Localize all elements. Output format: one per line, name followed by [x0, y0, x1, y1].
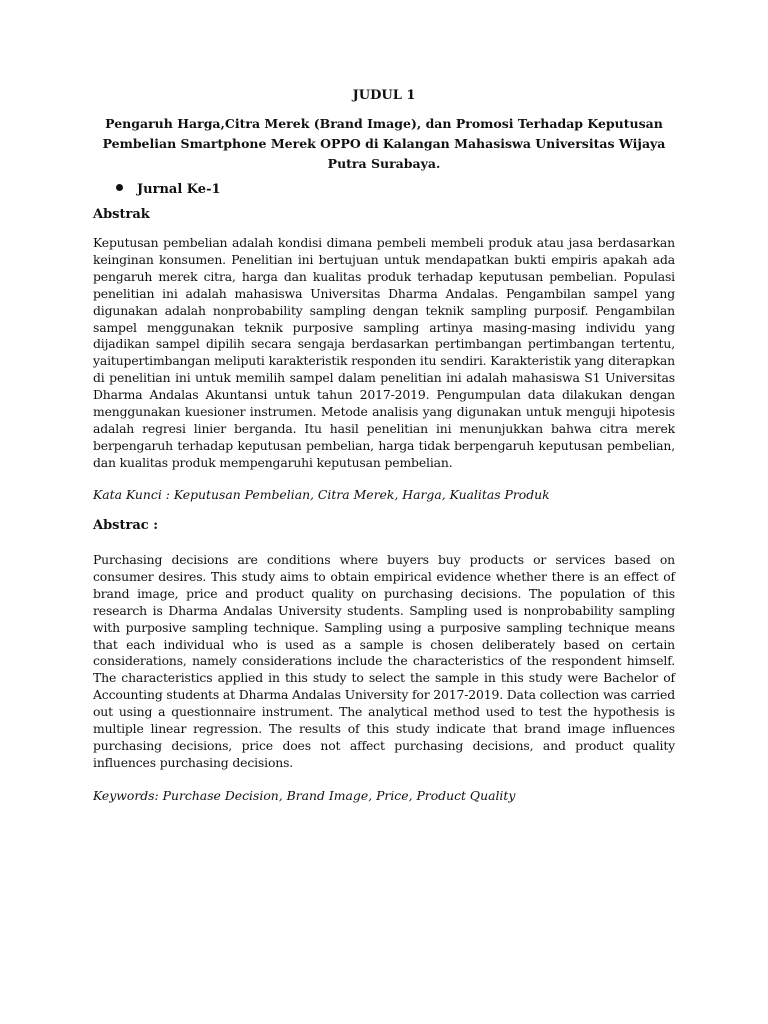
kata-kunci: Kata Kunci : Keputusan Pembelian, Citra Merek, Harga, Kualitas Produk — [93, 487, 550, 502]
bullet-dot-icon — [116, 184, 123, 191]
abstrak-paragraph: Keputusan pembelian adalah kondisi dimana pembeli membeli produk atau jasa berdasarkan keinginan konsumen. Penelitian ini bertujuan untuk mendapatkan bukti empiris apakah ada pengaruh merek citra, harga dan kualitas produk terhadap keputusan pembelian. Populasi penelitian ini adalah mahasiswa Universitas Dharma Andalas. Pengambilan sampel yang digunakan adalah nonprobability sampling dengan teknik sampling purposif. Pengambilan sampel menggunakan teknik purposive sampling artinya masing-masing individu yang dijadikan sampel dipilih secara sengaja berdasarkan pertimbangan pertimbangan tertentu, yaitupertimbangan meliputi karakteristik responden itu sendiri. Karakteristik yang diterapkan di penelitian ini untuk memilih sampel dalam penelitian ini adalah mahasiswa S1 Universitas Dharma Andalas Akuntansi untuk tahun 2017-2019. Pengumpulan data dilakukan dengan menggunakan kuesioner instrumen. Metode analisis yang digunakan untuk menguji hipotesis adalah regresi linier berganda. Itu hasil penelitian ini menunjukkan bahwa citra merek berpengaruh terhadap keputusan pembelian, harga tidak berpengaruh keputusan pembelian, dan kualitas produk mempengaruhi keputusan pembelian. — [93, 235, 675, 470]
keywords: Keywords: Purchase Decision, Brand Image, Price, Product Quality — [93, 788, 516, 803]
abstrak-heading: Abstrak — [93, 207, 150, 222]
document-title: Pengaruh Harga,Citra Merek (Brand Image), dan Promosi Terhadap Keputusan Pembelian Smartphone Merek OPPO di Kalangan Mahasiswa Universitas Wijaya Putra Surabaya. — [102, 116, 666, 171]
abstract-paragraph: Purchasing decisions are conditions where buyers buy products or services based on consumer desires. This study aims to obtain empirical evidence whether there is an effect of brand image, price and product quality on purchasing decisions. The population of this research is Dharma Andalas University students. Sampling used is nonprobability sampling with purposive sampling technique. Sampling using a purposive sampling technique means that each individual who is used as a sample is chosen deliberately based on certain considerations, namely considerations include the characteristics of the respondent himself. The characteristics applied in this study to select the sample in this study were Bachelor of Accounting students at Dharma Andalas University for 2017-2019. Data collection was carried out using a questionnaire instrument. The analytical method used to test the hypothesis is multiple linear regression. The results of this study indicate that brand image influences purchasing decisions, price does not affect purchasing decisions, and product quality influences purchasing decisions. — [93, 552, 675, 770]
bullet-item — [116, 181, 221, 199]
bullet-label: Jurnal Ke-1 — [137, 182, 221, 197]
abstract-heading: Abstrac : — [93, 518, 159, 533]
document-heading: JUDUL 1 — [352, 88, 416, 103]
